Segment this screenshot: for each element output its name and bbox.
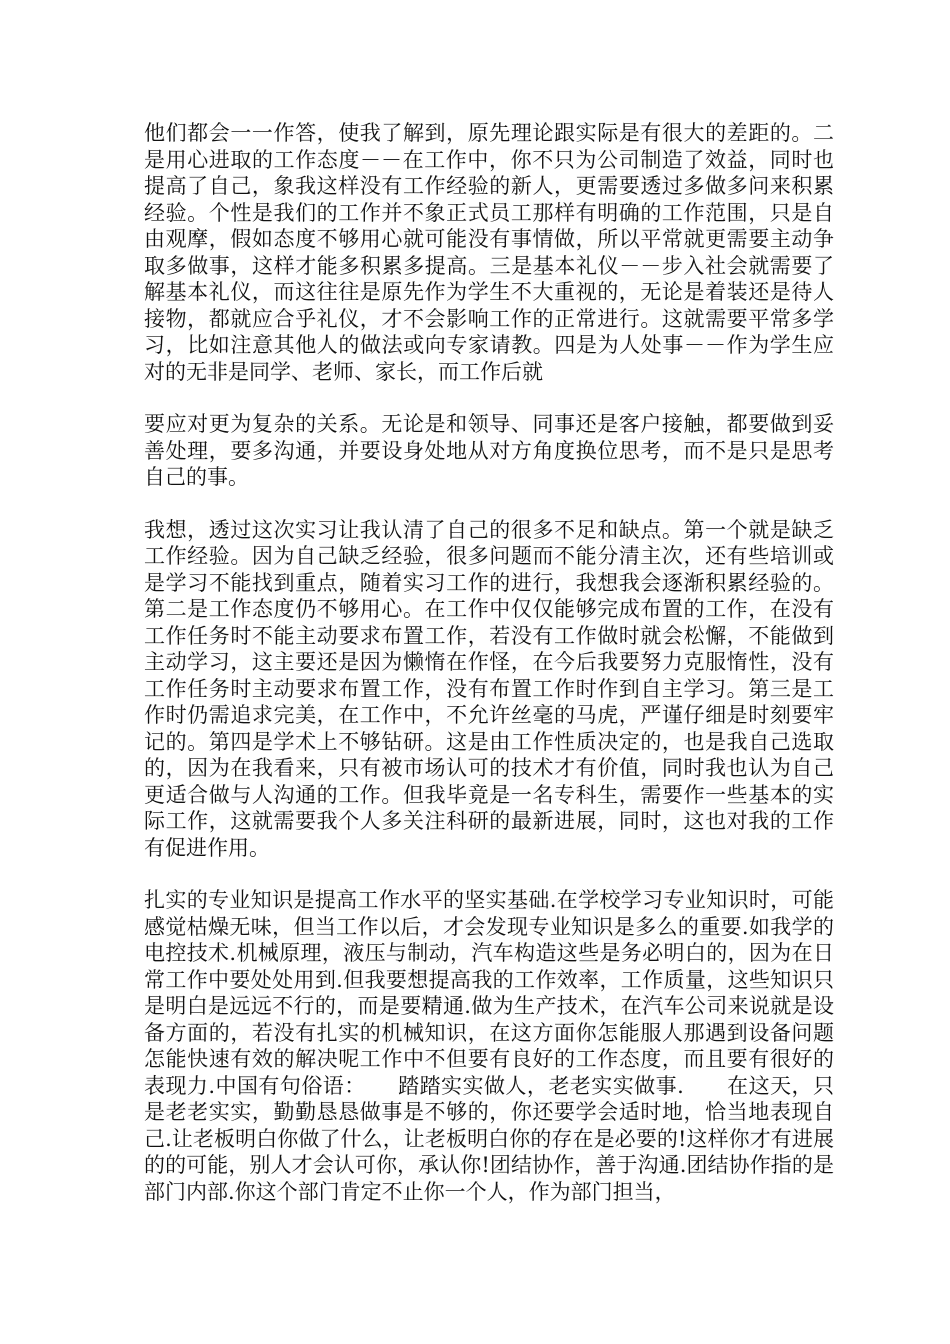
paragraph-2: 要应对更为复杂的关系。无论是和领导、同事还是客户接触，都要做到妥善处理，要多沟通，并要设身处地从对方角度换位思考，而不是只是思考自己的事。 [144,412,834,489]
document-page [144,120,834,1231]
paragraph-1: 他们都会一一作答，使我了解到，原先理论跟实际是有很大的差距的。二是用心进取的工作态度－－在工作中，你不只为公司制造了效益，同时也提高了自己，象我这样没有工作经验的新人，更需要透过多做多问来积累经验。个性是我们的工作并不象正式员工那样有明确的工作范围，只是自由观摩，假如态度不够用心就可能没有事情做，所以平常就更需要主动争取多做事，这样才能多积累多提高。三是基本礼仪－－步入社会就需要了解基本礼仪，而这往往是原先作为学生不大重视的，无论是着装还是待人接物，都就应合乎礼仪，才不会影响工作的正常进行。这就需要平常多学习，比如注意其他人的做法或向专家请教。四是为人处事－－作为学生应对的无非是同学、老师、家长，而工作后就 [144,121,834,384]
paragraph-3: 我想，透过这次实习让我认清了自己的很多不足和缺点。第一个就是缺乏工作经验。因为自己缺乏经验，很多问题而不能分清主次，还有些培训或是学习不能找到重点，随着实习工作的进行，我想我会逐渐积累经验的。第二是工作态度仍不够用心。在工作中仅仅能够完成布置的工作，在没有工作任务时不能主动要求布置工作，若没有工作做时就会松懈，不能做到主动学习，这主要还是因为懒惰在作怪，在今后我要努力克服惰性，没有工作任务时主动要求布置工作，没有布置工作时作到自主学习。第三是工作时仍需追求完美，在工作中，不允许丝毫的马虎，严谨仔细是时刻要牢记的。第四是学术上不够钻研。这是由工作性质决定的，也是我自己选取的，因为在我看来，只有被市场认可的技术才有价值，同时我也认为自己更适合做与人沟通的工作。但我毕竟是一名专科生，需要作一些基本的实际工作，这就需要我个人多关注科研的最新进展，同时，这也对我的工作有促进作用。 [144,517,834,860]
paragraph-4: 扎实的专业知识是提高工作水平的坚实基础.在学校学习专业知识时，可能感觉枯燥无味，但当工作以后，才会发现专业知识是多么的重要.如我学的电控技术.机械原理，液压与制动，汽车构造这些是务必明白的，因为在日常工作中要处处用到.但我要想提高我的工作效率，工作质量，这些知识只是明白是远远不行的，而是要精通.做为生产技术，在汽车公司来说就是设备方面的，若没有扎实的机械知识，在这方面你怎能服人那遇到设备问题怎能快速有效的解决呢工作中不但要有良好的工作态度，而且要有很好的表现力.中国有句俗语： 踏踏实实做人，老老实实做事. 在这天，只是老老实实，勤勤恳恳做事是不够的，你还要学会适时地，恰当地表现自己.让老板明白你做了什么，让老板明白你的存在是必要的!这样你才有进展的的可能，别人才会认可你，承认你!团结协作，善于沟通.团结协作指的是部门内部.你这个部门肯定不止你一个人，作为部门担当， [144,888,834,1204]
